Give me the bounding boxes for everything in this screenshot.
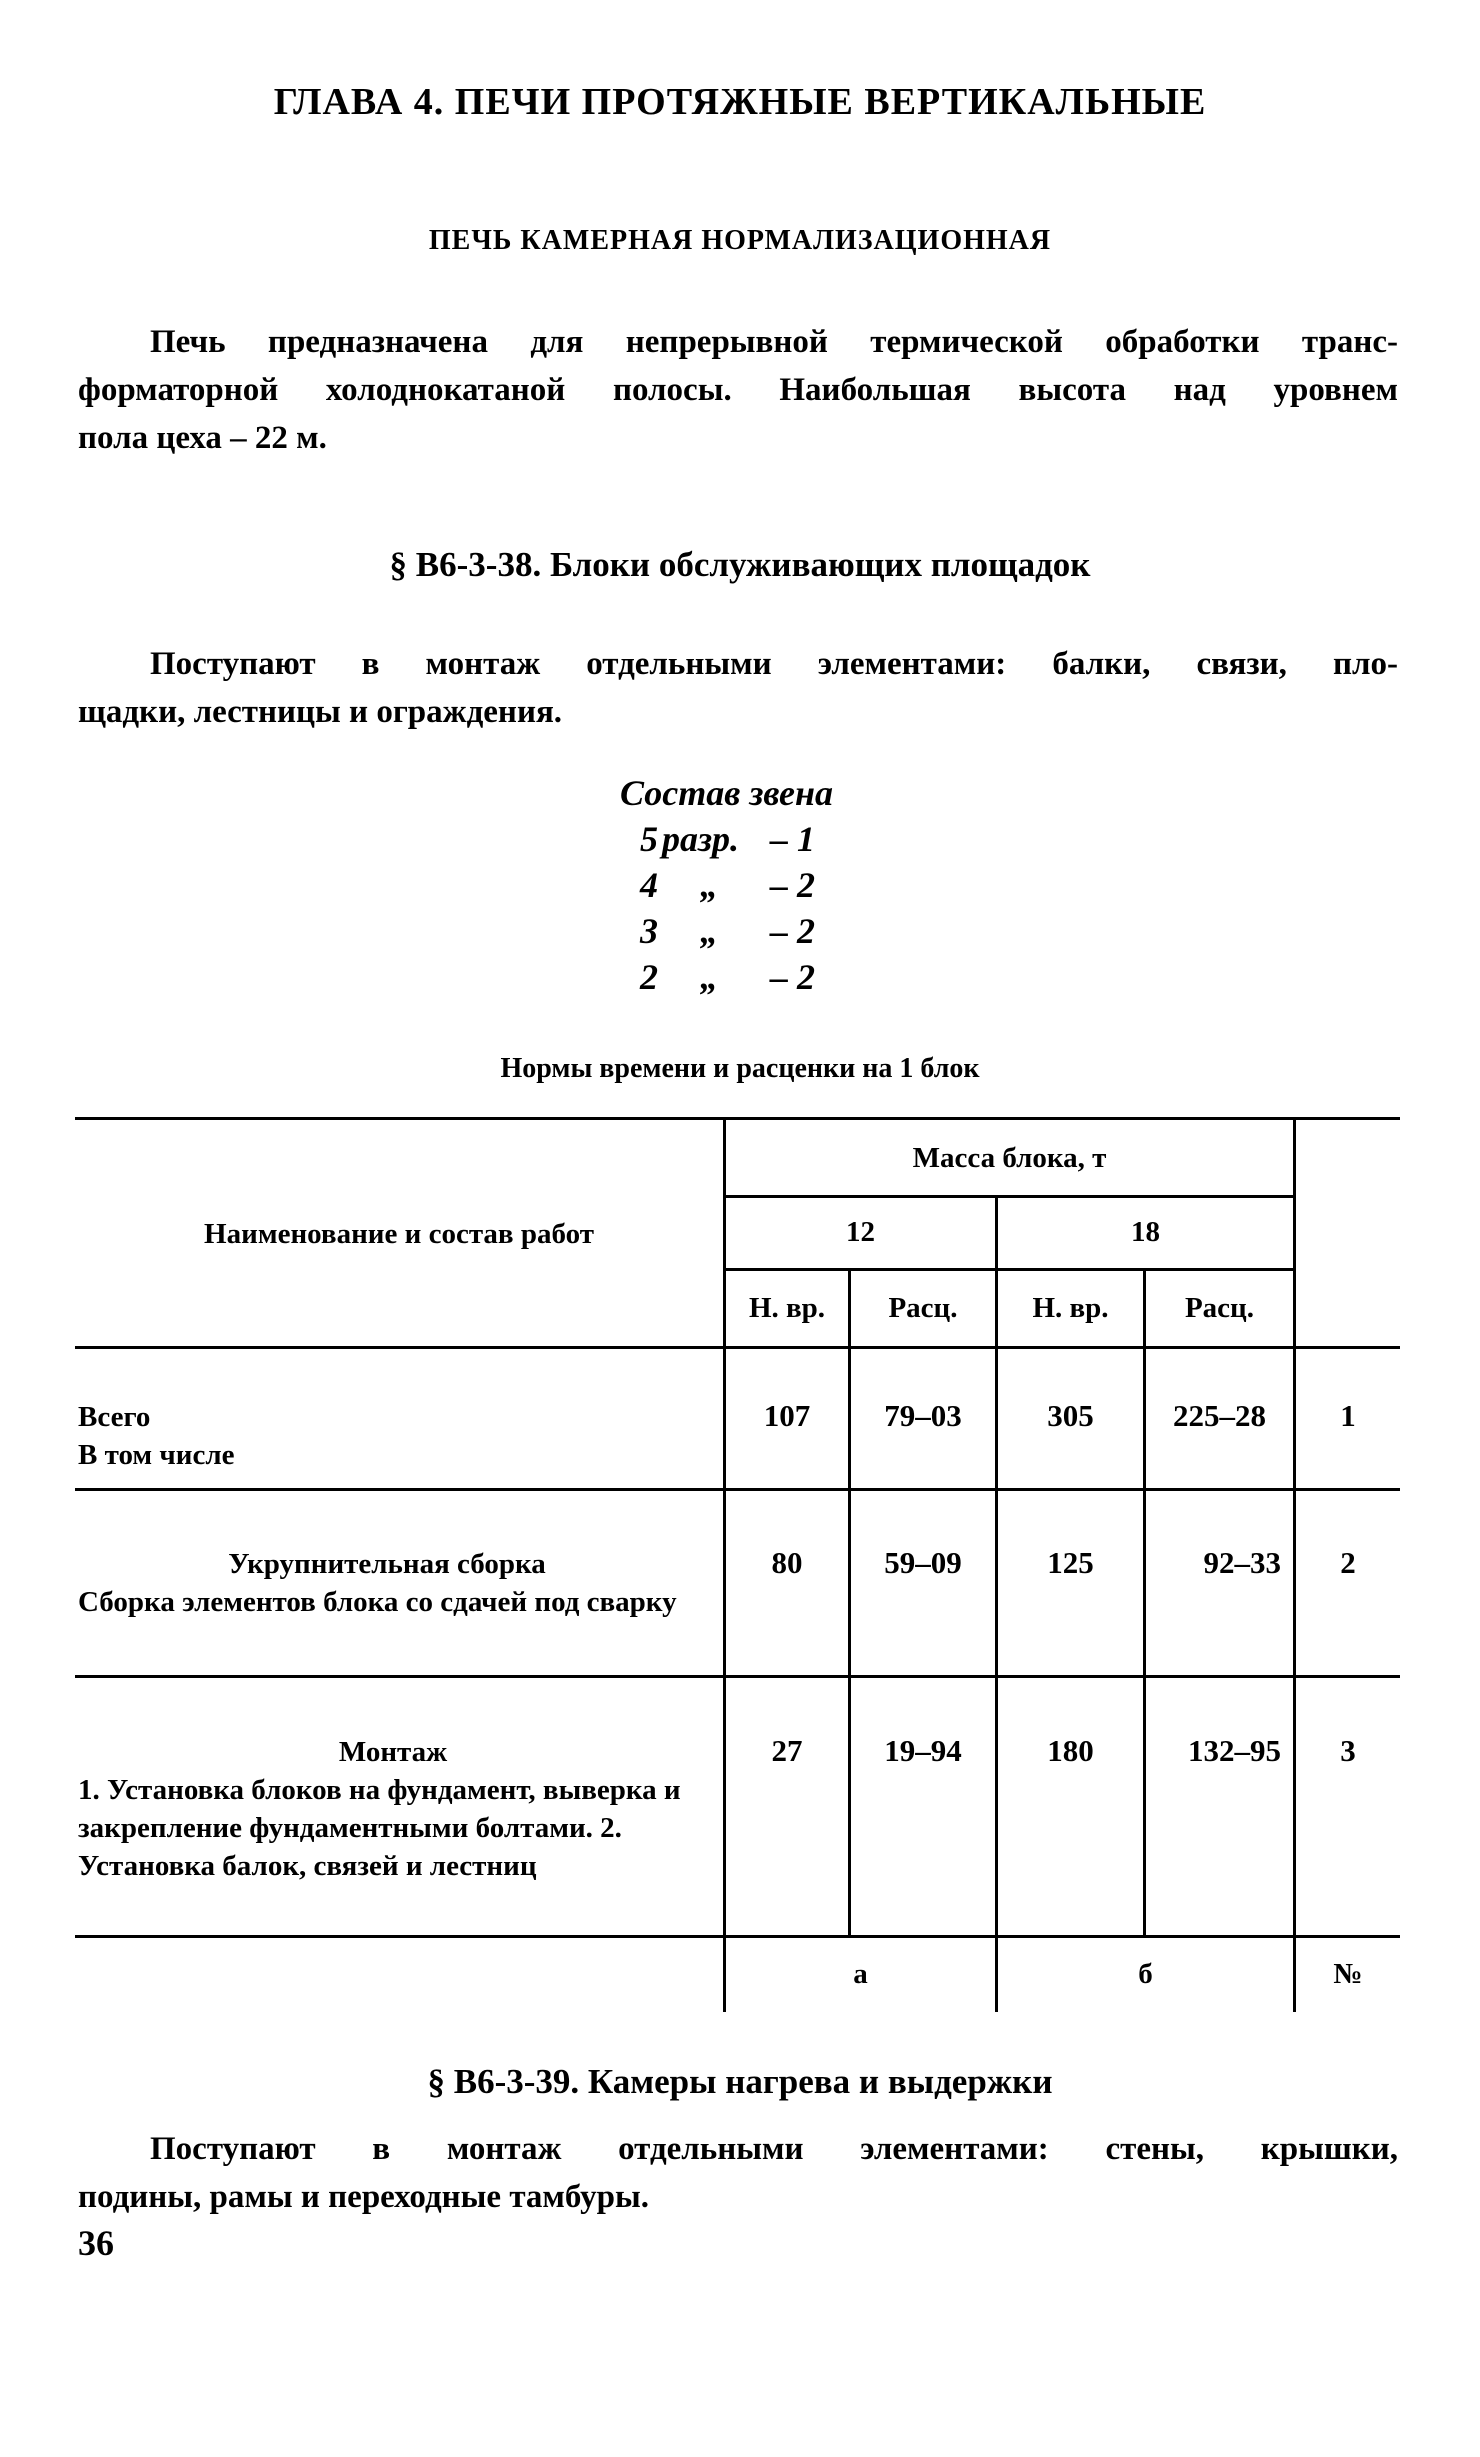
row-description: Сборка элементов блока со сдачей под сварку <box>78 1586 677 1618</box>
crew-title: Состав звена <box>620 773 833 813</box>
crew-unit: „ <box>700 957 718 997</box>
section-39-line: подины, рамы и переходные тамбуры. <box>78 2179 650 2215</box>
table-rule <box>848 1268 851 1935</box>
page-number: 36 <box>78 2223 114 2263</box>
table-caption: Нормы времени и расценки на 1 блок <box>500 1053 980 1084</box>
crew-row <box>620 908 833 954</box>
cell-rate-12: 59–09 <box>884 1545 962 1580</box>
table-rule <box>75 1117 1400 1120</box>
chapter-title: ГЛАВА 4. ПЕЧИ ПРОТЯЖНЫЕ ВЕРТИКАЛЬНЫЕ <box>273 81 1207 123</box>
crew-unit: „ <box>700 911 718 951</box>
cell-norm-12: 27 <box>771 1733 803 1768</box>
crew-row <box>620 954 833 1000</box>
cell-norm-12: 107 <box>763 1398 811 1433</box>
col-header-mass: Масса блока, т <box>912 1142 1107 1174</box>
table-rule <box>1143 1268 1146 1935</box>
cell-row-number: 2 <box>1340 1545 1356 1580</box>
section-38-line: щадки, лестницы и ограждения. <box>78 694 563 730</box>
row-title: Всего <box>78 1401 151 1433</box>
cell-norm-18: 125 <box>1047 1545 1094 1580</box>
table-rule <box>75 1346 1400 1349</box>
table-rule <box>75 1488 1400 1491</box>
col-header-rate: Расц. <box>888 1292 958 1324</box>
table-row <box>78 1398 718 1474</box>
cell-rate-18: 132–95 <box>1188 1733 1281 1768</box>
crew-row <box>620 862 833 908</box>
table-rule <box>75 1675 1400 1678</box>
section-39-heading: § В6-3-39. Камеры нагрева и выдержки <box>427 2062 1053 2101</box>
table-row <box>78 1733 708 1885</box>
table-rule <box>725 1195 1295 1198</box>
footer-col-number: № <box>1333 1958 1363 1990</box>
footer-col-b: б <box>1138 1958 1153 1990</box>
crew-count: – 2 <box>770 957 815 997</box>
col-header-mass-12: 12 <box>846 1216 875 1248</box>
crew-grade: 4 <box>640 865 658 905</box>
cell-norm-18: 305 <box>1047 1398 1094 1433</box>
cell-rate-12: 19–94 <box>884 1733 962 1768</box>
row-title: Укрупнительная сборка <box>228 1548 546 1580</box>
intro-line: форматорной холоднокатаной полосы. Наибольшая высота над уровнем <box>78 372 1398 408</box>
cell-row-number: 3 <box>1340 1733 1356 1768</box>
col-header-norm: Н. вр. <box>1032 1292 1109 1324</box>
row-description: В том числе <box>78 1439 235 1471</box>
cell-rate-18: 225–28 <box>1173 1398 1266 1433</box>
crew-unit: „ <box>700 865 718 905</box>
crew-grade: 3 <box>640 911 658 951</box>
row-description: 1. Установка блоков на фундамент, выверка и закрепление фундаментными болтами. 2. Установка балок, связей и лестниц <box>78 1774 681 1882</box>
footer-col-a: а <box>853 1958 868 1990</box>
crew-grade: 2 <box>640 957 658 997</box>
row-title: Монтаж <box>338 1736 448 1768</box>
crew-composition <box>620 770 833 1000</box>
intro-paragraph <box>78 318 1398 462</box>
section-38-paragraph <box>78 640 1398 736</box>
col-header-rate: Расц. <box>1184 1292 1255 1324</box>
crew-row <box>620 816 833 862</box>
table-row <box>78 1545 696 1621</box>
crew-count: – 1 <box>770 819 815 859</box>
section-38-line: Поступают в монтаж отдельными элементами: балки, связи, пло- <box>150 646 1398 682</box>
section-title: ПЕЧЬ КАМЕРНАЯ НОРМАЛИЗАЦИОННАЯ <box>428 225 1052 256</box>
crew-unit: разр. <box>662 819 740 859</box>
section-39-paragraph <box>78 2125 1398 2221</box>
cell-norm-18: 180 <box>1047 1733 1094 1768</box>
col-header-mass-18: 18 <box>1131 1216 1160 1248</box>
section-39-line: Поступают в монтаж отдельными элементами: стены, крышки, <box>150 2131 1398 2167</box>
table-rule <box>75 1935 1400 1938</box>
cell-norm-12: 80 <box>771 1545 803 1580</box>
cell-rate-18: 92–33 <box>1203 1545 1281 1580</box>
cell-rate-12: 79–03 <box>884 1398 962 1433</box>
table-rule <box>725 1268 1295 1271</box>
crew-grade: 5 <box>640 819 658 859</box>
col-header-name: Наименование и состав работ <box>204 1218 594 1250</box>
crew-count: – 2 <box>770 911 815 951</box>
section-38-heading: § В6-3-38. Блоки обслуживающих площадок <box>389 545 1091 584</box>
col-header-norm: Н. вр. <box>748 1292 826 1324</box>
crew-count: – 2 <box>770 865 815 905</box>
intro-line: Печь предназначена для непрерывной термической обработки транс- <box>150 324 1398 360</box>
intro-line: пола цеха – 22 м. <box>78 420 327 456</box>
cell-row-number: 1 <box>1340 1398 1356 1433</box>
